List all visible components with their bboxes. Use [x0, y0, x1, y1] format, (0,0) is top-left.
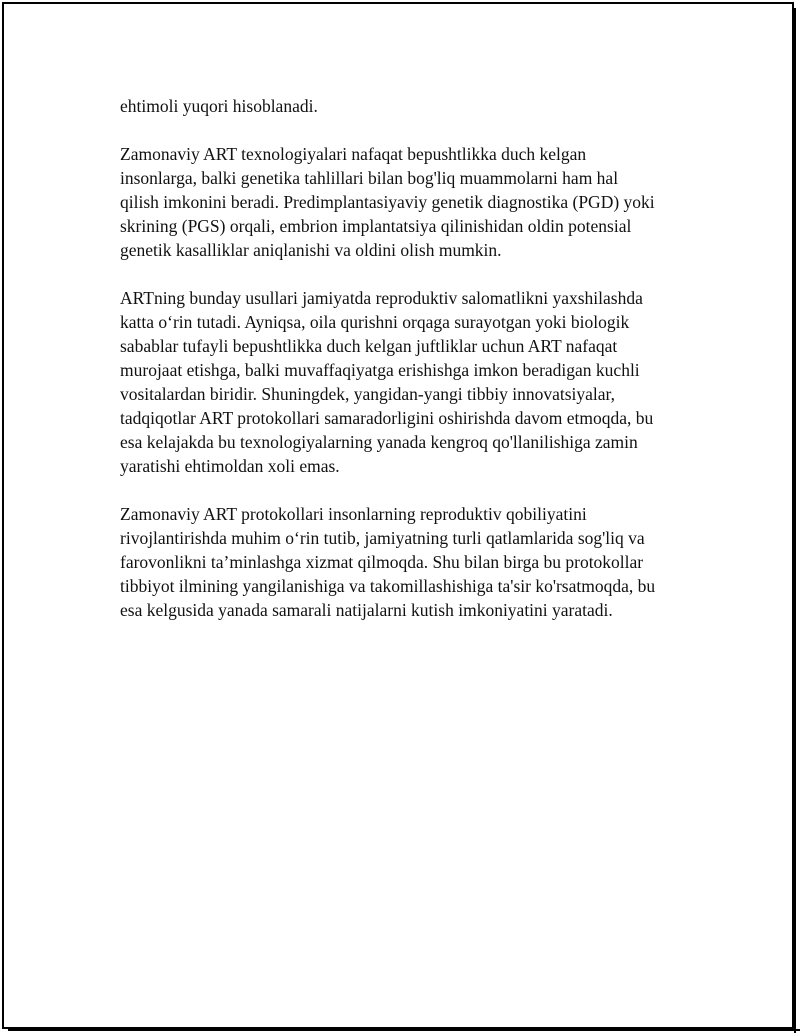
text-line: farovonlikni ta’minlashga xizmat qilmoqda. Shu bilan birga bu protokollar — [120, 552, 644, 572]
text-line: yaratishi ehtimoldan xoli emas. — [120, 456, 340, 476]
text-line: ehtimoli yuqori hisoblanadi. — [120, 96, 318, 116]
text-line: ARTning bunday usullari jamiyatda reproduktiv salomatlikni yaxshilashda — [120, 288, 643, 308]
text-line: murojaat etishga, balki muvaffaqiyatga erishishga imkon beradigan kuchli — [120, 360, 640, 380]
paragraph-1 — [120, 94, 696, 118]
text-line: vositalardan biridir. Shuningdek, yangidan-yangi tibbiy innovatsiyalar, — [120, 384, 616, 404]
text-line: insonlarga, balki genetika tahlillari bilan bog'liq muammolarni ham hal — [120, 168, 619, 188]
document-body — [120, 94, 696, 646]
text-line: esa kelajakda bu texnologiyalarning yanada kengroq qo'llanilishiga zamin — [120, 432, 638, 452]
text-line: sabablar tufayli bepushtlikka duch kelgan juftliklar uchun ART nafaqat — [120, 336, 618, 356]
text-line: katta o‘rin tutadi. Ayniqsa, oila qurishni orqaga surayotgan yoki biologik — [120, 312, 630, 332]
text-line: tadqiqotlar ART protokollari samaradorligini oshirishda davom etmoqda, bu — [120, 408, 654, 428]
text-line: genetik kasalliklar aniqlanishi va oldini olish mumkin. — [120, 240, 502, 260]
paragraph-3 — [120, 286, 696, 478]
text-line: esa kelgusida yanada samarali natijalarni kutish imkoniyatini yaratadi. — [120, 600, 613, 620]
text-line: qilish imkonini beradi. Predimplantasiyaviy genetik diagnostika (PGD) yoki — [120, 192, 655, 212]
paragraph-2 — [120, 142, 696, 262]
text-line: rivojlantirishda muhim o‘rin tutib, jamiyatning turli qatlamlarida sog'liq va — [120, 528, 645, 548]
text-line: Zamonaviy ART texnologiyalari nafaqat bepushtlikka duch kelgan — [120, 144, 587, 164]
text-line: Zamonaviy ART protokollari insonlarning reproduktiv qobiliyatini — [120, 504, 587, 524]
text-line: skrining (PGS) orqali, embrion implantatsiya qilinishidan oldin potensial — [120, 216, 632, 236]
paragraph-4 — [120, 502, 696, 622]
text-line: tibbiyot ilmining yangilanishiga va takomillashishiga ta'sir ko'rsatmoqda, bu — [120, 576, 656, 596]
page-frame — [2, 2, 794, 1029]
